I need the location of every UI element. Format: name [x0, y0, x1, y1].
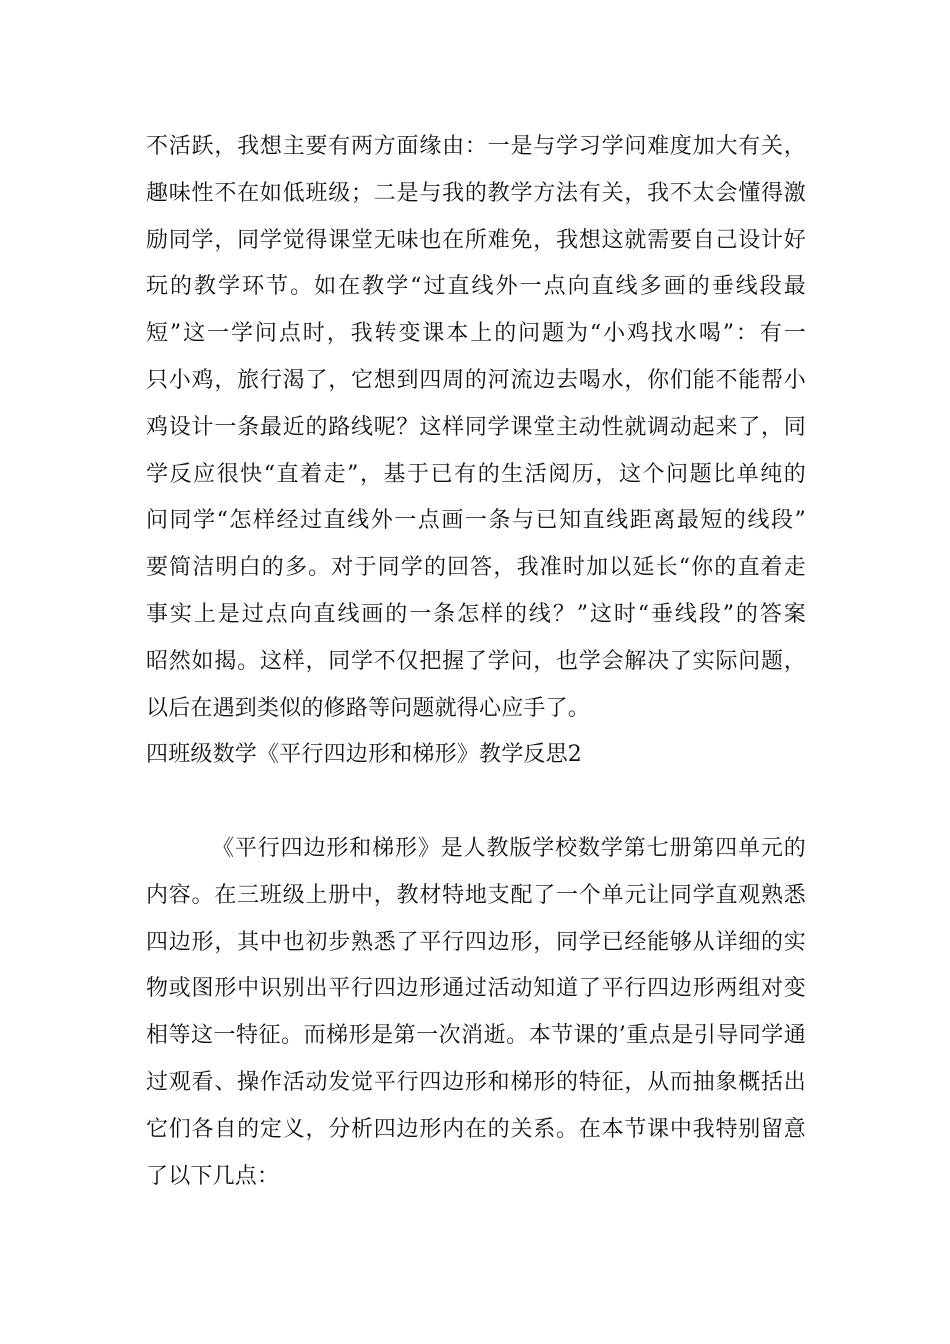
- text-line: 了以下几点：: [146, 1163, 280, 1189]
- text-line: 相等这一特征。而梯形是第一次消逝。本节课的’重点是引导同学通: [146, 1023, 806, 1049]
- text-line: 鸡设计一条最近的路线呢？这样同学课堂主动性就调动起来了，同: [146, 414, 806, 440]
- text-line: 过观看、操作活动发觉平行四边形和梯形的特征，从而抽象概括出: [146, 1069, 806, 1095]
- text-line: 《平行四边形和梯形》是人教版学校数学第七册第四单元的: [212, 836, 806, 861]
- text-line: 只小鸡，旅行渴了，它想到四周的河流边去喝水，你们能不能帮小: [146, 367, 806, 393]
- text-line: 要简洁明白的多。对于同学的回答，我准时加以延长“你的直着走: [146, 555, 806, 581]
- text-line: 以后在遇到类似的修路等问题就得心应手了。: [146, 695, 591, 721]
- section-title: 四班级数学《平行四边形和梯形》教学反思2: [146, 742, 582, 768]
- text-line: 学反应很快“直着走”，基于已有的生活阅历，这个问题比单纯的: [146, 461, 806, 487]
- text-line: 励同学，同学觉得课堂无味也在所难免，我想这就需要自己设计好: [146, 227, 806, 253]
- text-line: 昭然如揭。这样，同学不仅把握了学问，也学会解决了实际问题，: [146, 648, 806, 674]
- text-line: 四边形，其中也初步熟悉了平行四边形，同学已经能够从详细的实: [146, 929, 806, 955]
- text-line: 事实上是过点向直线画的一条怎样的线？”这时“垂线段”的答案: [146, 601, 806, 627]
- text-line: 问同学“怎样经过直线外一点画一条与已知直线距离最短的线段”: [146, 508, 806, 534]
- paragraph-reflection-2: [146, 826, 806, 1200]
- text-line: 趣味性不在如低班级；二是与我的教学方法有关，我不太会懂得激: [146, 180, 806, 206]
- paragraph-reflection-1: [146, 124, 806, 779]
- text-line: 物或图形中识别出平行四边形通过活动知道了平行四边形两组对变: [146, 976, 806, 1002]
- text-line: 它们各自的定义，分析四边形内在的关系。在本节课中我特别留意: [146, 1116, 806, 1142]
- text-line: 内容。在三班级上册中，教材特地支配了一个单元让同学直观熟悉: [146, 882, 806, 908]
- text-line: 玩的教学环节。如在教学“过直线外一点向直线多画的垂线段最: [146, 274, 806, 300]
- text-line: 短”这一学问点时，我转变课本上的问题为“小鸡找水喝”：有一: [146, 321, 806, 347]
- text-line: 不活跃，我想主要有两方面缘由：一是与学习学问难度加大有关，: [146, 134, 806, 159]
